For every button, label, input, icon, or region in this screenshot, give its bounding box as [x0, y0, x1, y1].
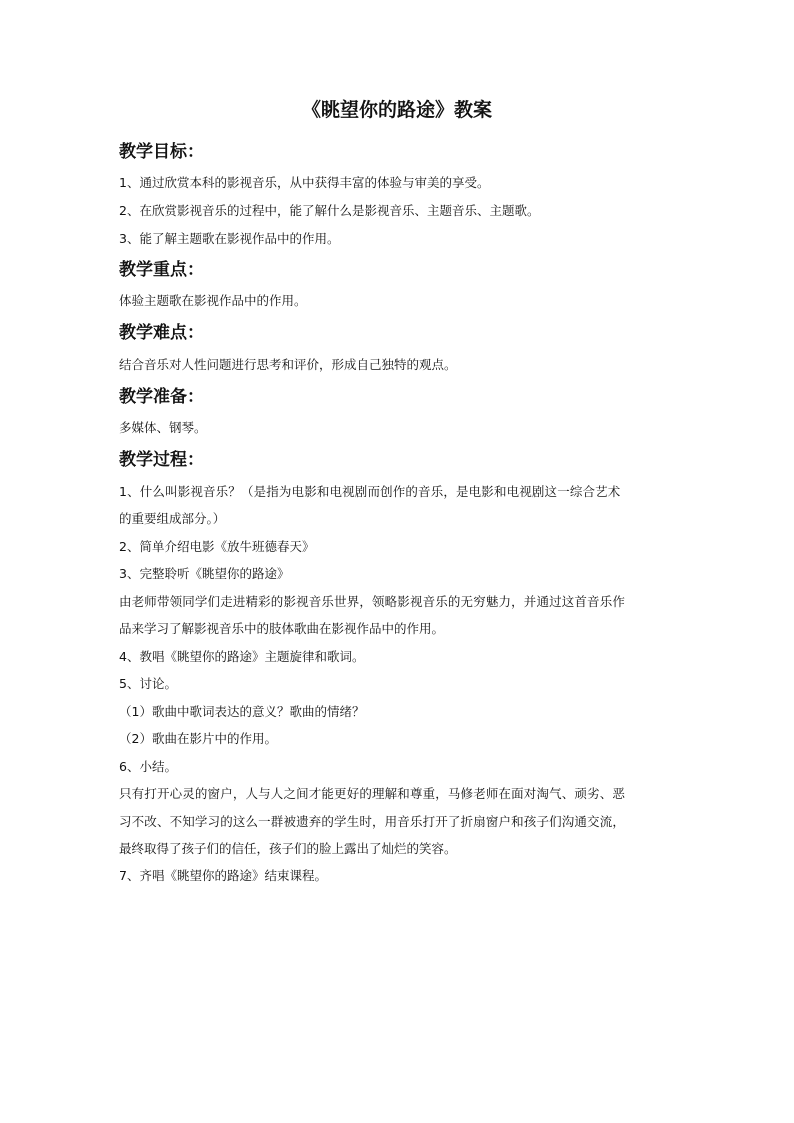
process-line-10: （2）歌曲在影片中的作用。	[119, 731, 277, 746]
process-line-7: 4、教唱《眺望你的路途》主题旋律和歌词。	[119, 649, 365, 664]
heading-difficulties: 教学难点：	[119, 323, 204, 343]
process-line-11: 6、小结。	[119, 759, 177, 774]
heading-preparation: 教学准备：	[119, 387, 204, 407]
process-line-12: 只有打开心灵的窗户，人与人之间才能更好的理解和尊重，马修老师在面对淘气、顽劣、恶	[119, 786, 626, 801]
process-line-14: 最终取得了孩子们的信任，孩子们的脸上露出了灿烂的笑容。	[119, 841, 457, 856]
process-line-9: （1）歌曲中歌词表达的意义？歌曲的情绪？	[119, 704, 365, 719]
preparation-text: 多媒体、钢琴。	[119, 420, 207, 435]
objective-item-3: 3、能了解主题歌在影视作品中的作用。	[119, 231, 340, 246]
objective-item-2: 2、在欣赏影视音乐的过程中，能了解什么是影视音乐、主题音乐、主题歌。	[119, 203, 540, 218]
process-line-5: 由老师带领同学们走进精彩的影视音乐世界，领略影视音乐的无穷魅力，并通过这首音乐作	[119, 594, 626, 609]
document-title: 《眺望你的路途》教案	[301, 99, 492, 121]
heading-key-points: 教学重点：	[119, 260, 204, 280]
heading-objectives: 教学目标：	[119, 142, 204, 162]
process-line-6: 品来学习了解影视音乐中的肢体歌曲在影视作品中的作用。	[119, 621, 445, 636]
process-line-1: 1、什么叫影视音乐？（是指为电影和电视剧而创作的音乐，是电影和电视剧这一综合艺术	[119, 484, 621, 499]
process-line-3: 2、简单介绍电影《放牛班德春天》	[119, 539, 315, 554]
objective-item-1: 1、通过欣赏本科的影视音乐，从中获得丰富的体验与审美的享受。	[119, 175, 490, 190]
process-line-8: 5、讨论。	[119, 676, 177, 691]
process-line-15: 7、齐唱《眺望你的路途》结束课程。	[119, 868, 327, 883]
process-line-2: 的重要组成部分。）	[119, 511, 226, 526]
difficulties-text: 结合音乐对人性问题进行思考和评价，形成自己独特的观点。	[119, 357, 457, 372]
heading-process: 教学过程：	[119, 450, 204, 470]
process-line-13: 习不改、不知学习的这么一群被遗弃的学生时，用音乐打开了折扇窗户和孩子们沟通交流，	[119, 814, 626, 829]
process-line-4: 3、完整聆听《眺望你的路途》	[119, 566, 290, 581]
key-points-text: 体验主题歌在影视作品中的作用。	[119, 293, 307, 308]
